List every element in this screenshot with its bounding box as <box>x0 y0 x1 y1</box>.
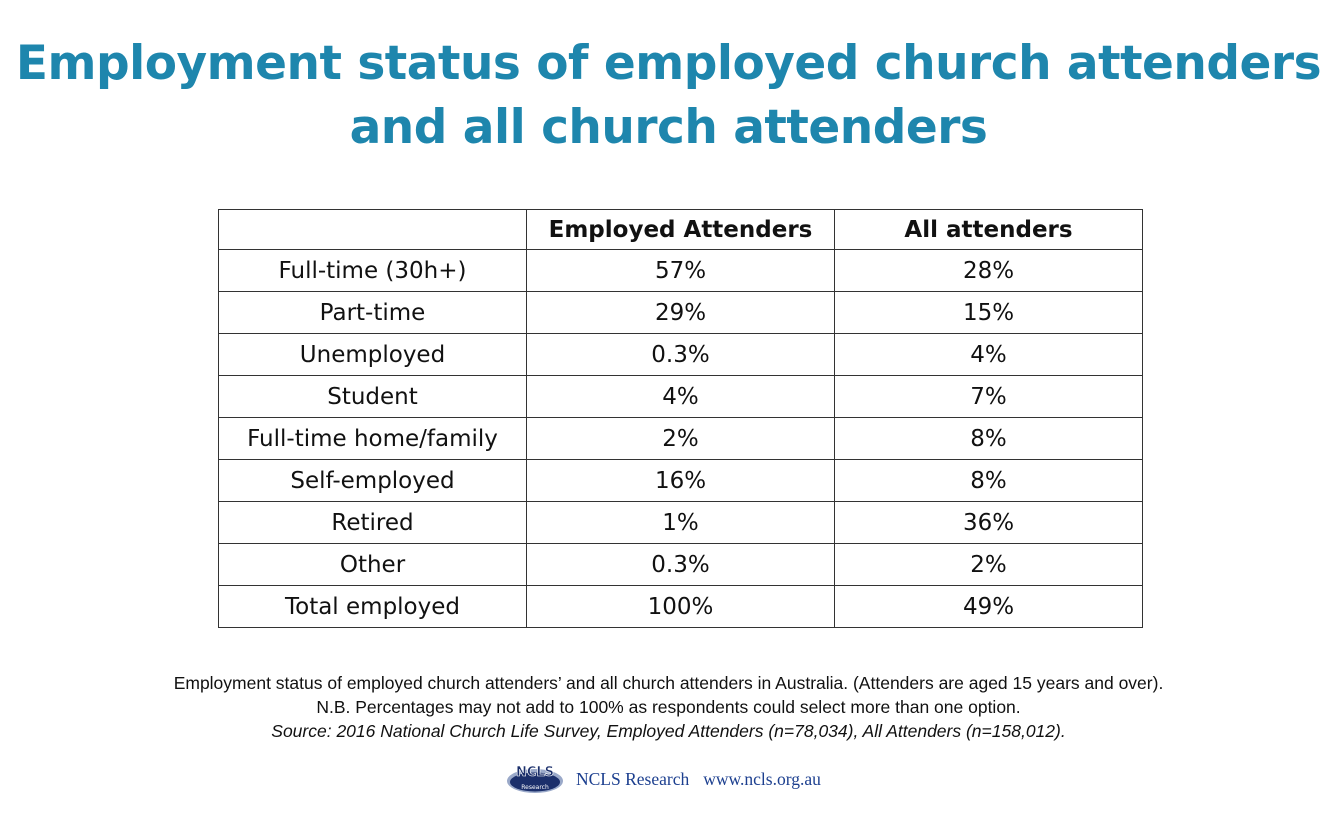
footer-website-link[interactable]: www.ncls.org.au <box>703 768 821 789</box>
cell-all-attenders: 8% <box>835 418 1143 460</box>
cell-all-attenders: 49% <box>835 586 1143 628</box>
cell-employed-attenders: 0.3% <box>527 334 835 376</box>
title-line-2: and all church attenders <box>349 100 988 155</box>
table-row <box>219 460 1143 502</box>
cell-category: Self-employed <box>219 460 527 502</box>
table-row <box>219 586 1143 628</box>
cell-all-attenders: 4% <box>835 334 1143 376</box>
cell-all-attenders: 2% <box>835 544 1143 586</box>
cell-all-attenders: 28% <box>835 250 1143 292</box>
cell-category: Full-time home/family <box>219 418 527 460</box>
caption-source: Source: 2016 National Church Life Survey, Employed Attenders (n=78,034), All Attenders (n=158,012). <box>271 721 1066 741</box>
footer-org-name: NCLS Research <box>576 768 690 789</box>
cell-category: Student <box>219 376 527 418</box>
employment-table <box>218 209 1143 628</box>
table-row <box>219 502 1143 544</box>
cell-employed-attenders: 29% <box>527 292 835 334</box>
cell-category: Full-time (30h+) <box>219 250 527 292</box>
table-row <box>219 292 1143 334</box>
cell-all-attenders: 36% <box>835 502 1143 544</box>
cell-employed-attenders: 4% <box>527 376 835 418</box>
svg-text:NCLS: NCLS <box>515 765 555 780</box>
cell-all-attenders: 8% <box>835 460 1143 502</box>
column-header-category <box>219 210 527 250</box>
table-row <box>219 250 1143 292</box>
cell-employed-attenders: 100% <box>527 586 835 628</box>
table-body <box>219 250 1143 628</box>
title-line-1: Employment status of employed church attenders <box>15 36 1322 91</box>
cell-employed-attenders: 2% <box>527 418 835 460</box>
ncls-logo <box>506 762 564 796</box>
cell-employed-attenders: 1% <box>527 502 835 544</box>
svg-text:Research: Research <box>521 784 549 791</box>
cell-employed-attenders: 0.3% <box>527 544 835 586</box>
cell-all-attenders: 15% <box>835 292 1143 334</box>
table-row <box>219 376 1143 418</box>
cell-all-attenders: 7% <box>835 376 1143 418</box>
table-row <box>219 334 1143 376</box>
table-header-row <box>219 210 1143 250</box>
column-header-employed-attenders: Employed Attenders <box>527 210 835 250</box>
column-header-all-attenders: All attenders <box>835 210 1143 250</box>
footer <box>506 762 821 796</box>
figure-caption <box>0 671 1337 743</box>
table-row <box>219 544 1143 586</box>
cell-category: Unemployed <box>219 334 527 376</box>
cell-employed-attenders: 16% <box>527 460 835 502</box>
cell-employed-attenders: 57% <box>527 250 835 292</box>
cell-category: Total employed <box>219 586 527 628</box>
caption-line-1: Employment status of employed church attenders’ and all church attenders in Australia. (Attenders are aged 15 years and over). <box>173 673 1164 693</box>
caption-line-2: N.B. Percentages may not add to 100% as respondents could select more than one option. <box>316 697 1021 717</box>
table-row <box>219 418 1143 460</box>
cell-category: Part-time <box>219 292 527 334</box>
cell-category: Retired <box>219 502 527 544</box>
cell-category: Other <box>219 544 527 586</box>
page-title <box>0 32 1337 160</box>
